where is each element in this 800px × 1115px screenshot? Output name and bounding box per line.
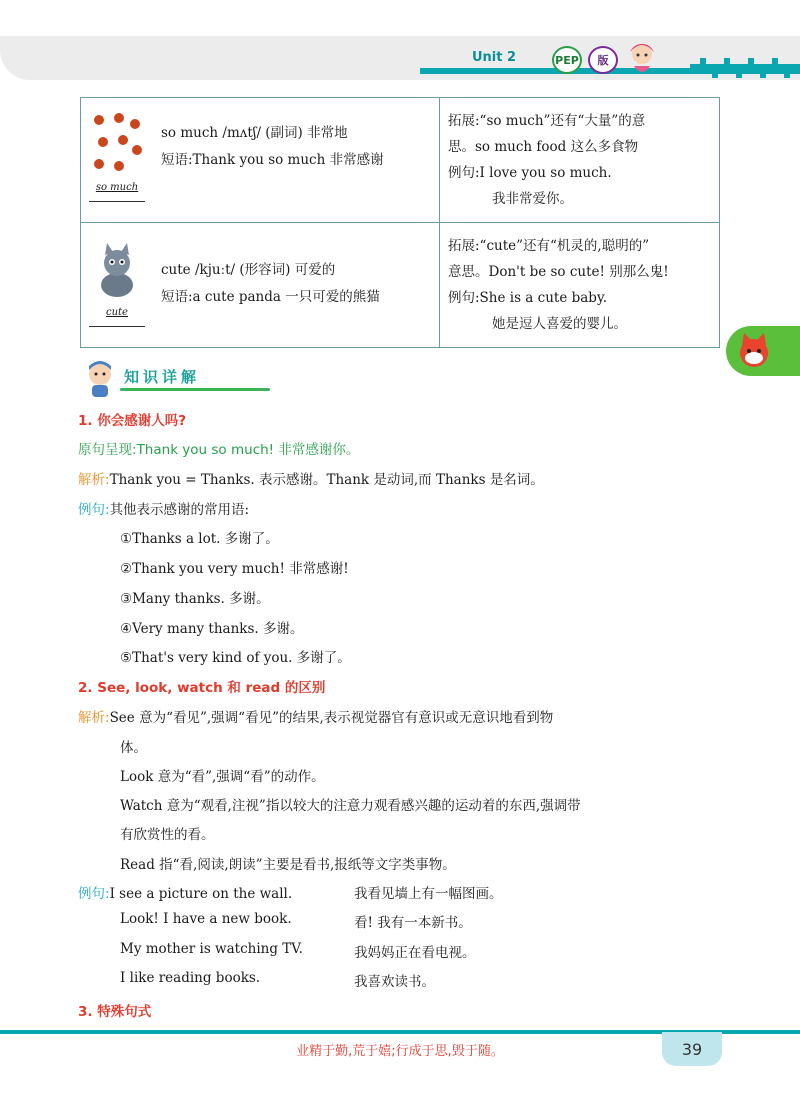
example-zh: 我喜欢读书。 — [354, 974, 435, 990]
so-much-thumbnail — [89, 110, 145, 206]
s1-analysis — [78, 468, 544, 488]
vocab-extension-cell — [440, 98, 720, 223]
analysis-line: 体。 — [120, 740, 147, 756]
analysis-label: 解析: — [78, 472, 110, 488]
pep-badge: PEP — [552, 46, 582, 74]
analysis-text: Thank you = Thanks. 表示感谢。Thank 是动词,而 Thanks 是名词。 — [109, 472, 544, 488]
extension-translation: 我非常爱你。 — [492, 191, 573, 207]
list-item: ④Very many thanks. 多谢。 — [120, 621, 304, 637]
analysis-line: Look 意为“看”,强调“看”的动作。 — [120, 769, 325, 785]
s2-example — [78, 882, 292, 902]
s2-analysis — [78, 706, 553, 726]
boy-mascot-icon — [80, 358, 120, 398]
example-en: I like reading books. — [120, 970, 261, 986]
extension-line: 拓展:“so much”还有“大量”的意 — [448, 113, 646, 129]
analysis-line: Read 指“看,阅读,朗读”主要是看书,报纸等文字类事物。 — [120, 857, 456, 873]
girl-mascot-icon — [620, 38, 664, 78]
thumb-label: cute — [89, 300, 145, 327]
example-en: I see a picture on the wall. — [109, 886, 293, 902]
section-heading — [80, 358, 260, 398]
example-zh: 我妈妈正在看电视。 — [354, 945, 476, 961]
checker-pattern-icon — [690, 58, 800, 78]
example-label: 例句: — [78, 886, 110, 902]
section-title: 知识详解 — [124, 368, 201, 386]
extension-line: 例句:I love you so much. — [448, 165, 612, 181]
extension-translation: 她是逗人喜爱的婴儿。 — [492, 316, 627, 332]
extension-line: 例句:She is a cute baby. — [448, 290, 608, 306]
side-tab — [726, 326, 800, 376]
s1-heading: 1. 你会感谢人吗? — [78, 413, 187, 429]
section-underline — [120, 388, 270, 391]
cat-icon — [89, 235, 145, 305]
page-number: 39 — [662, 1032, 722, 1066]
phrase-line: 短语:Thank you so much 非常感谢 — [161, 152, 384, 168]
thumb-label: so much — [89, 175, 145, 202]
fox-icon — [734, 331, 774, 371]
extension-line: 思。so much food 这么多食物 — [448, 139, 639, 155]
phrase-line: 短语:a cute panda 一只可爱的熊猫 — [161, 289, 380, 305]
footer-motto: 业精于勤,荒于嬉;行成于思,毁于随。 — [296, 1044, 504, 1059]
extension-line: 拓展:“cute”还有“机灵的,聪明的” — [448, 238, 650, 254]
list-item: ①Thanks a lot. 多谢了。 — [120, 531, 279, 547]
page-header — [0, 36, 800, 80]
example-zh: 看! 我有一本新书。 — [354, 915, 472, 931]
unit-label: Unit 2 — [472, 50, 517, 65]
orig-text: Thank you so much! 非常感谢你。 — [136, 442, 360, 458]
vocab-word-cell — [81, 223, 440, 348]
vocab-row — [81, 98, 720, 223]
analysis-label: 解析: — [78, 710, 110, 726]
cute-thumbnail — [89, 235, 145, 331]
example-text: 其他表示感谢的常用语: — [109, 502, 250, 518]
s3-heading: 3. 特殊句式 — [78, 1004, 152, 1020]
example-en: Look! I have a new book. — [120, 911, 292, 927]
word-line: so much /mʌtʃ/ (副词) 非常地 — [161, 125, 348, 141]
extension-line: 意思。Don't be so cute! 别那么鬼! — [448, 264, 669, 280]
analysis-line: Watch 意为“观看,注视”指以较大的注意力观看感兴趣的运动着的东西,强调带 — [120, 798, 581, 814]
analysis-line: See 意为“看见”,强调“看见”的结果,表示视觉器官有意识或无意识地看到物 — [109, 710, 554, 726]
example-zh: 我看见墙上有一幅图画。 — [354, 886, 503, 902]
s1-original — [78, 438, 359, 458]
s2-heading: 2. See, look, watch 和 read 的区别 — [78, 680, 326, 696]
vocab-word-cell — [81, 98, 440, 223]
word-line: cute /kjuːt/ (形容词) 可爱的 — [161, 262, 336, 278]
example-en: My mother is watching TV. — [120, 941, 303, 957]
ants-icon — [89, 110, 145, 180]
s1-example — [78, 498, 249, 518]
analysis-line: 有欣赏性的看。 — [120, 827, 215, 843]
list-item: ⑤That's very kind of you. 多谢了。 — [120, 650, 351, 666]
edition-badge: 版 — [588, 46, 618, 74]
orig-label: 原句呈现: — [78, 442, 137, 458]
example-label: 例句: — [78, 502, 110, 518]
list-item: ②Thank you very much! 非常感谢! — [120, 561, 349, 577]
vocab-row — [81, 223, 720, 348]
vocab-table — [80, 97, 720, 348]
list-item: ③Many thanks. 多谢。 — [120, 591, 270, 607]
vocab-extension-cell — [440, 223, 720, 348]
